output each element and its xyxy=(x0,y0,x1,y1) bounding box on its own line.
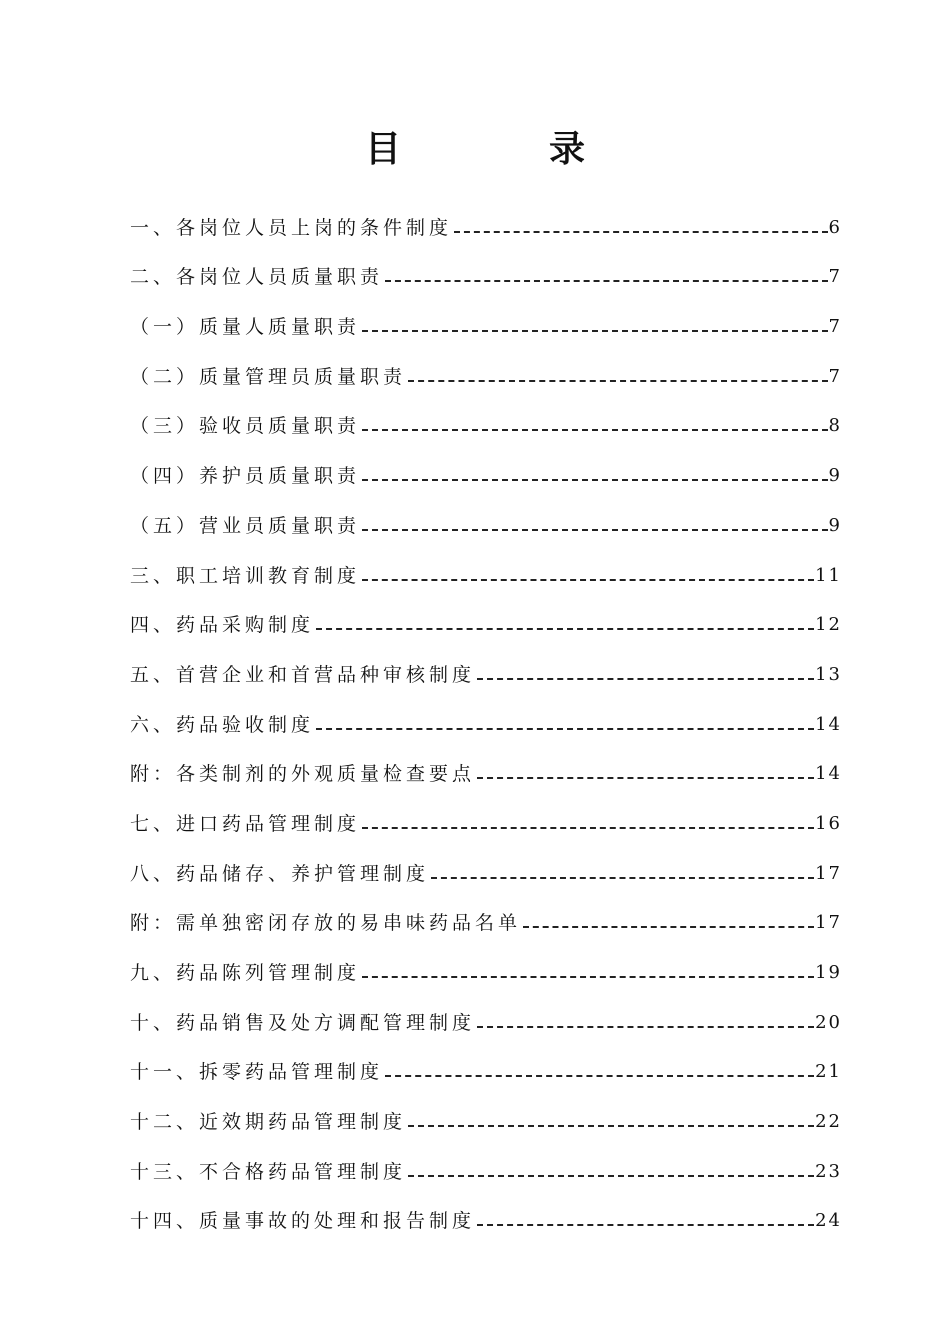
toc-entry[interactable] xyxy=(130,339,842,389)
toc-leader-dots xyxy=(362,429,828,431)
toc-leader-dots xyxy=(477,1224,814,1226)
toc-entry-text: 六、药品验收制度 xyxy=(130,713,315,736)
toc-entry[interactable] xyxy=(130,1134,842,1184)
toc-entry-text: 九、药品陈列管理制度 xyxy=(130,962,361,984)
toc-entry-page: 7 xyxy=(828,266,842,288)
toc-entry[interactable] xyxy=(130,438,842,488)
toc-entry[interactable] xyxy=(130,538,842,588)
toc-leader-dots xyxy=(385,280,828,282)
toc-leader-dots xyxy=(316,728,814,730)
toc-leader-dots xyxy=(477,777,814,779)
toc-leader-dots xyxy=(408,1175,814,1177)
toc-leader-dots xyxy=(316,628,814,630)
toc-entry-page: 11 xyxy=(815,564,842,586)
toc-leader-dots xyxy=(362,529,828,531)
toc-entry-page: 7 xyxy=(828,316,842,338)
toc-entry-page: 9 xyxy=(828,514,842,536)
toc-entry-page: 21 xyxy=(815,1061,842,1083)
toc-entry-page: 16 xyxy=(815,812,842,834)
toc-entry-page: 13 xyxy=(815,663,842,685)
toc-entry[interactable] xyxy=(130,1184,842,1234)
toc-entry-text: （二）质量管理员质量职责 xyxy=(130,365,407,388)
toc-leader-dots xyxy=(454,231,828,233)
toc-entry-page: 17 xyxy=(815,912,842,934)
toc-entry-page: 7 xyxy=(828,365,842,387)
toc-entry-text: 三、职工培训教育制度 xyxy=(130,564,361,587)
table-of-contents xyxy=(130,190,842,1233)
toc-entry-text: 八、药品储存、养护管理制度 xyxy=(130,862,430,885)
toc-entry-text: 一、各岗位人员上岗的条件制度 xyxy=(130,216,453,239)
toc-entry-page: 24 xyxy=(815,1210,842,1232)
toc-entry-text: 十一、拆零药品管理制度 xyxy=(130,1061,384,1084)
toc-entry-text: 七、进口药品管理制度 xyxy=(130,812,361,835)
page-title: 目 录 xyxy=(364,129,641,170)
toc-leader-dots xyxy=(362,479,828,481)
toc-entry-page: 9 xyxy=(828,465,842,487)
toc-entry[interactable] xyxy=(130,836,842,886)
toc-entry[interactable] xyxy=(130,240,842,290)
toc-entry[interactable] xyxy=(130,289,842,339)
toc-leader-dots xyxy=(477,1026,814,1028)
toc-leader-dots xyxy=(431,877,814,879)
toc-entry[interactable] xyxy=(130,637,842,687)
toc-leader-dots xyxy=(362,579,814,581)
toc-entry-text: 十二、近效期药品管理制度 xyxy=(130,1111,407,1134)
toc-entry[interactable] xyxy=(130,1084,842,1134)
toc-entry[interactable] xyxy=(130,985,842,1035)
toc-entry[interactable] xyxy=(130,687,842,737)
toc-entry-page: 23 xyxy=(815,1160,842,1182)
toc-entry-text: （四）养护员质量职责 xyxy=(130,465,361,488)
toc-entry[interactable] xyxy=(130,737,842,787)
toc-entry-page: 14 xyxy=(815,763,842,785)
toc-entry[interactable] xyxy=(130,886,842,936)
toc-entry-text: （三）验收员质量职责 xyxy=(130,415,361,438)
toc-entry[interactable] xyxy=(130,389,842,439)
toc-leader-dots xyxy=(362,827,814,829)
toc-entry[interactable] xyxy=(130,935,842,985)
toc-entry-text: 十三、不合格药品管理制度 xyxy=(130,1160,407,1183)
toc-entry-text: 附：各类制剂的外观质量检查要点 xyxy=(130,763,476,786)
toc-entry[interactable] xyxy=(130,588,842,638)
toc-leader-dots xyxy=(477,678,814,680)
toc-entry-text: （五）营业员质量职责 xyxy=(130,514,361,537)
toc-entry-page: 14 xyxy=(815,713,842,735)
toc-entry-text: 五、首营企业和首营品种审核制度 xyxy=(130,663,476,686)
toc-leader-dots xyxy=(523,926,814,928)
toc-entry-page: 22 xyxy=(815,1111,842,1133)
toc-entry[interactable] xyxy=(130,190,842,240)
toc-entry-text: 十四、质量事故的处理和报告制度 xyxy=(130,1210,476,1233)
toc-leader-dots xyxy=(408,1125,814,1127)
toc-entry-page: 19 xyxy=(815,962,842,983)
toc-entry[interactable] xyxy=(130,1035,842,1085)
toc-entry[interactable] xyxy=(130,488,842,538)
toc-entry-page: 20 xyxy=(815,1011,842,1033)
toc-leader-dots xyxy=(362,330,828,332)
toc-entry-text: 十、药品销售及处方调配管理制度 xyxy=(130,1011,476,1034)
toc-entry-page: 17 xyxy=(815,862,842,884)
toc-leader-dots xyxy=(362,976,814,978)
toc-entry[interactable] xyxy=(130,786,842,836)
toc-entry-page: 6 xyxy=(828,216,842,238)
toc-entry-text: 四、药品采购制度 xyxy=(130,614,315,637)
toc-leader-dots xyxy=(385,1075,814,1077)
toc-entry-page: 8 xyxy=(828,415,842,437)
toc-leader-dots xyxy=(408,380,828,382)
toc-entry-text: （一）质量人质量职责 xyxy=(130,316,361,339)
toc-entry-page: 12 xyxy=(815,614,842,636)
toc-entry-text: 二、各岗位人员质量职责 xyxy=(130,266,384,289)
toc-entry-text: 附：需单独密闭存放的易串味药品名单 xyxy=(130,912,522,935)
